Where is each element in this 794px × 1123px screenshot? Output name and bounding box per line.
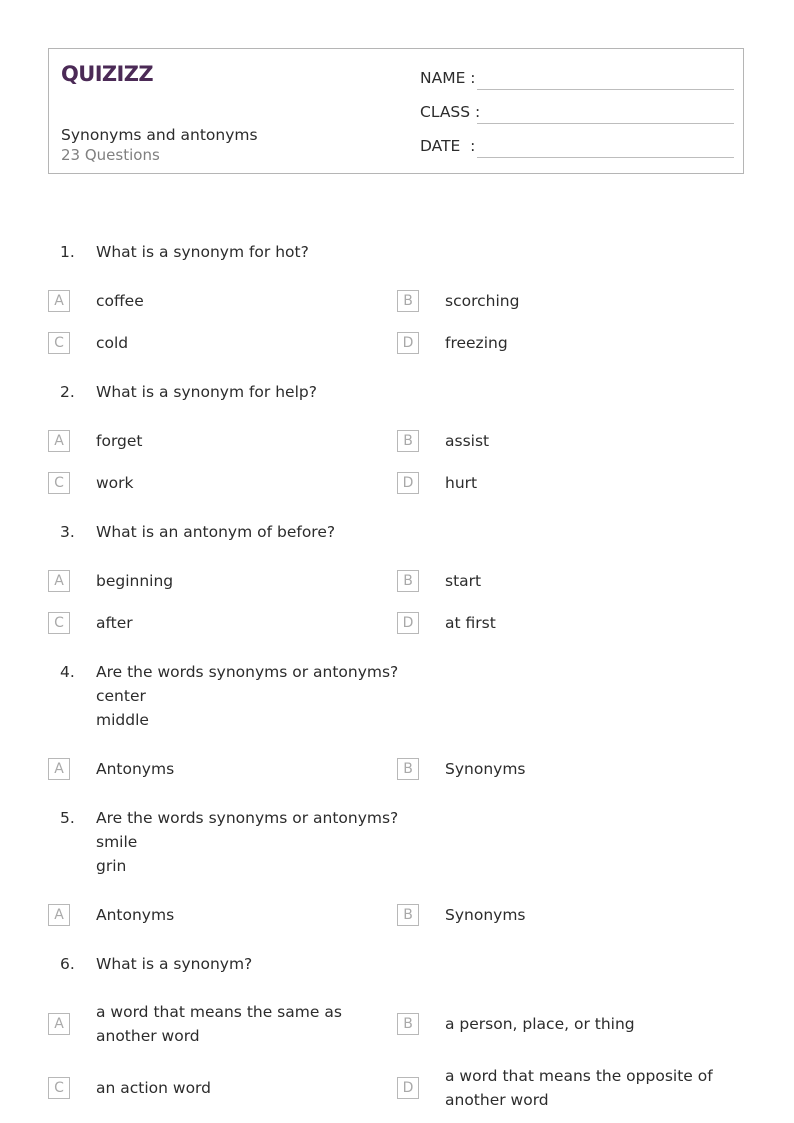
option-text-b: assist <box>445 432 490 450</box>
question-number: 4. <box>60 663 75 681</box>
question-number: 2. <box>60 383 75 401</box>
option-box-b[interactable]: B <box>397 290 419 312</box>
name-line[interactable] <box>477 89 734 90</box>
question-text <box>96 520 426 544</box>
option-box-b[interactable]: B <box>397 1013 419 1035</box>
option-box-a[interactable]: A <box>48 570 70 592</box>
question-number: 5. <box>60 809 75 827</box>
option-box-d[interactable]: D <box>397 332 419 354</box>
option-box-c[interactable]: C <box>48 472 70 494</box>
option-box-b[interactable]: B <box>397 904 419 926</box>
worksheet-title: Synonyms and antonyms <box>61 126 258 144</box>
option-box-a[interactable]: A <box>48 430 70 452</box>
question-line: smile <box>96 833 138 851</box>
question-number: 6. <box>60 955 75 973</box>
option-box-b[interactable]: B <box>397 430 419 452</box>
date-label: DATE : <box>420 137 476 155</box>
question-line: Are the words synonyms or antonyms? <box>96 663 399 681</box>
question-text <box>96 806 426 878</box>
option-text-c: work <box>96 474 134 492</box>
question-line: Are the words synonyms or antonyms? <box>96 809 399 827</box>
question-number: 3. <box>60 523 75 541</box>
worksheet-header <box>48 48 744 174</box>
name-label: NAME : <box>420 69 476 87</box>
option-text-a: forget <box>96 432 143 450</box>
question-text <box>96 380 426 404</box>
quizizz-logo <box>61 59 153 89</box>
class-label: CLASS : <box>420 103 481 121</box>
question-text <box>96 240 426 264</box>
option-box-c[interactable]: C <box>48 612 70 634</box>
option-text-d: freezing <box>445 334 508 352</box>
option-box-a[interactable]: A <box>48 904 70 926</box>
option-text-a: beginning <box>96 572 174 590</box>
option-text-d: at first <box>445 614 496 632</box>
class-field[interactable] <box>420 100 734 124</box>
option-text-b: Synonyms <box>445 906 526 924</box>
date-line[interactable] <box>477 157 734 158</box>
option-box-a[interactable]: A <box>48 1013 70 1035</box>
option-box-a[interactable]: A <box>48 758 70 780</box>
date-field[interactable] <box>420 134 734 158</box>
question-line: What is a synonym for hot? <box>96 243 309 261</box>
option-text-c: after <box>96 614 133 632</box>
option-box-d[interactable]: D <box>397 1077 419 1099</box>
option-box-d[interactable]: D <box>397 472 419 494</box>
question-line: What is a synonym for help? <box>96 383 317 401</box>
option-text-d: a word that means the opposite of another word <box>445 1067 713 1109</box>
option-text-a: Antonyms <box>96 906 175 924</box>
option-text-a: Antonyms <box>96 760 175 778</box>
name-field[interactable] <box>420 66 734 90</box>
class-line[interactable] <box>477 123 734 124</box>
option-text-b: Synonyms <box>445 760 526 778</box>
option-text-b: start <box>445 572 482 590</box>
option-text-b: scorching <box>445 292 520 310</box>
option-box-a[interactable]: A <box>48 290 70 312</box>
option-text-b: a person, place, or thing <box>445 1015 635 1033</box>
option-text-c: cold <box>96 334 129 352</box>
question-number: 1. <box>60 243 75 261</box>
option-box-b[interactable]: B <box>397 758 419 780</box>
question-line: What is a synonym? <box>96 955 253 973</box>
option-text-c: an action word <box>96 1079 211 1097</box>
option-box-c[interactable]: C <box>48 1077 70 1099</box>
option-box-b[interactable]: B <box>397 570 419 592</box>
question-count: 23 Questions <box>61 146 160 164</box>
svg-text:QUIZIZZ: QUIZIZZ <box>61 62 153 86</box>
option-text-a: coffee <box>96 292 144 310</box>
question-line: What is an antonym of before? <box>96 523 336 541</box>
question-line: center <box>96 687 146 705</box>
question-line: middle <box>96 711 149 729</box>
option-box-d[interactable]: D <box>397 612 419 634</box>
option-box-c[interactable]: C <box>48 332 70 354</box>
question-text <box>96 952 426 976</box>
option-text-a: a word that means the same as another word <box>96 1003 342 1045</box>
question-line: grin <box>96 857 127 875</box>
question-text <box>96 660 426 732</box>
option-text-d: hurt <box>445 474 478 492</box>
